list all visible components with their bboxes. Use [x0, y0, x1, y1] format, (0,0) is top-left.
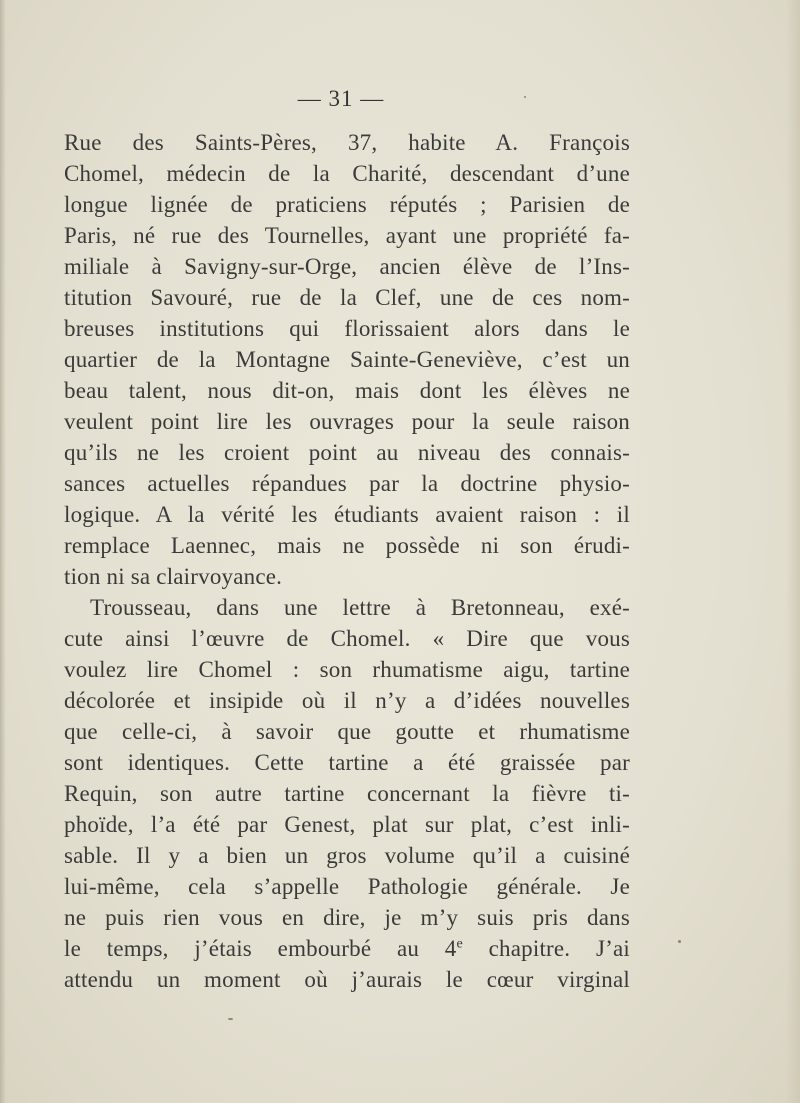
text-line: miliale à Savigny-sur-Orge, ancien élève de l’Ins- [64, 254, 630, 279]
text-line: logique. A la vérité les étudiants avaient raison : il [64, 502, 630, 527]
paper-speck [524, 96, 526, 98]
text-line: lui-même, cela s’appelle Pathologie générale. Je [64, 874, 630, 899]
ordinal-superscript: e [456, 936, 463, 952]
text-line: longue lignée de praticiens réputés ; Parisien de [64, 192, 630, 217]
text-line-head: le temps, j’étais embourbé au 4 [64, 936, 457, 961]
text-line: cute ainsi l’œuvre de Chomel. « Dire que vous [64, 626, 630, 651]
text-line: sable. Il y a bien un gros volume qu’il a cuisiné [64, 843, 630, 868]
text-line: Paris, né rue des Tournelles, ayant une propriété fa- [64, 223, 630, 248]
text-line: décolorée et insipide où il n’y a d’idées nouvelles [64, 688, 630, 713]
text-line: veulent point lire les ouvrages pour la seule raison [64, 409, 630, 434]
text-line: que celle-ci, à savoir que goutte et rhumatisme [64, 719, 630, 744]
text-line: Rue des Saints-Pères, 37, habite A. François [64, 130, 630, 155]
text-line: qu’ils ne les croient point au niveau des connais- [64, 440, 630, 465]
paper-speck [228, 1018, 233, 1020]
text-line: quartier de la Montagne Sainte-Geneviève, c’est un [64, 347, 630, 372]
text-line: voulez lire Chomel : son rhumatisme aigu, tartine [64, 657, 630, 682]
text-line-with-superscript [64, 933, 630, 964]
page-right-edge-shadow [786, 0, 800, 1103]
text-line: sances actuelles répandues par la doctrine physio- [64, 471, 630, 496]
text-line: sont identiques. Cette tartine a été graissée par [64, 750, 630, 775]
page-left-edge-shadow [0, 0, 6, 1103]
text-line: phoïde, l’a été par Genest, plat sur plat, c’est inli- [64, 812, 630, 837]
text-line: titution Savouré, rue de la Clef, une de ces nom- [64, 285, 630, 310]
text-line: breuses institutions qui florissaient alors dans le [64, 316, 630, 341]
text-line: tion ni sa clairvoyance. [64, 564, 283, 589]
text-line: attendu un moment où j’aurais le cœur virginal [64, 967, 630, 992]
text-line: Requin, son autre tartine concernant la fièvre ti- [64, 781, 630, 806]
paper-speck [678, 940, 681, 943]
text-line: beau talent, nous dit-on, mais dont les élèves ne [64, 378, 630, 403]
text-line: Chomel, médecin de la Charité, descendant d’une [64, 161, 630, 186]
text-line-tail: chapitre. J’ai [462, 936, 630, 961]
text-line: remplace Laennec, mais ne possède ni son érudi- [64, 533, 630, 558]
page-number: — 31 — [297, 86, 385, 111]
text-line: Trousseau, dans une lettre à Bretonneau, exé- [90, 595, 630, 620]
body-text [64, 127, 630, 995]
text-line: ne puis rien vous en dire, je m’y suis pris dans [64, 905, 630, 930]
